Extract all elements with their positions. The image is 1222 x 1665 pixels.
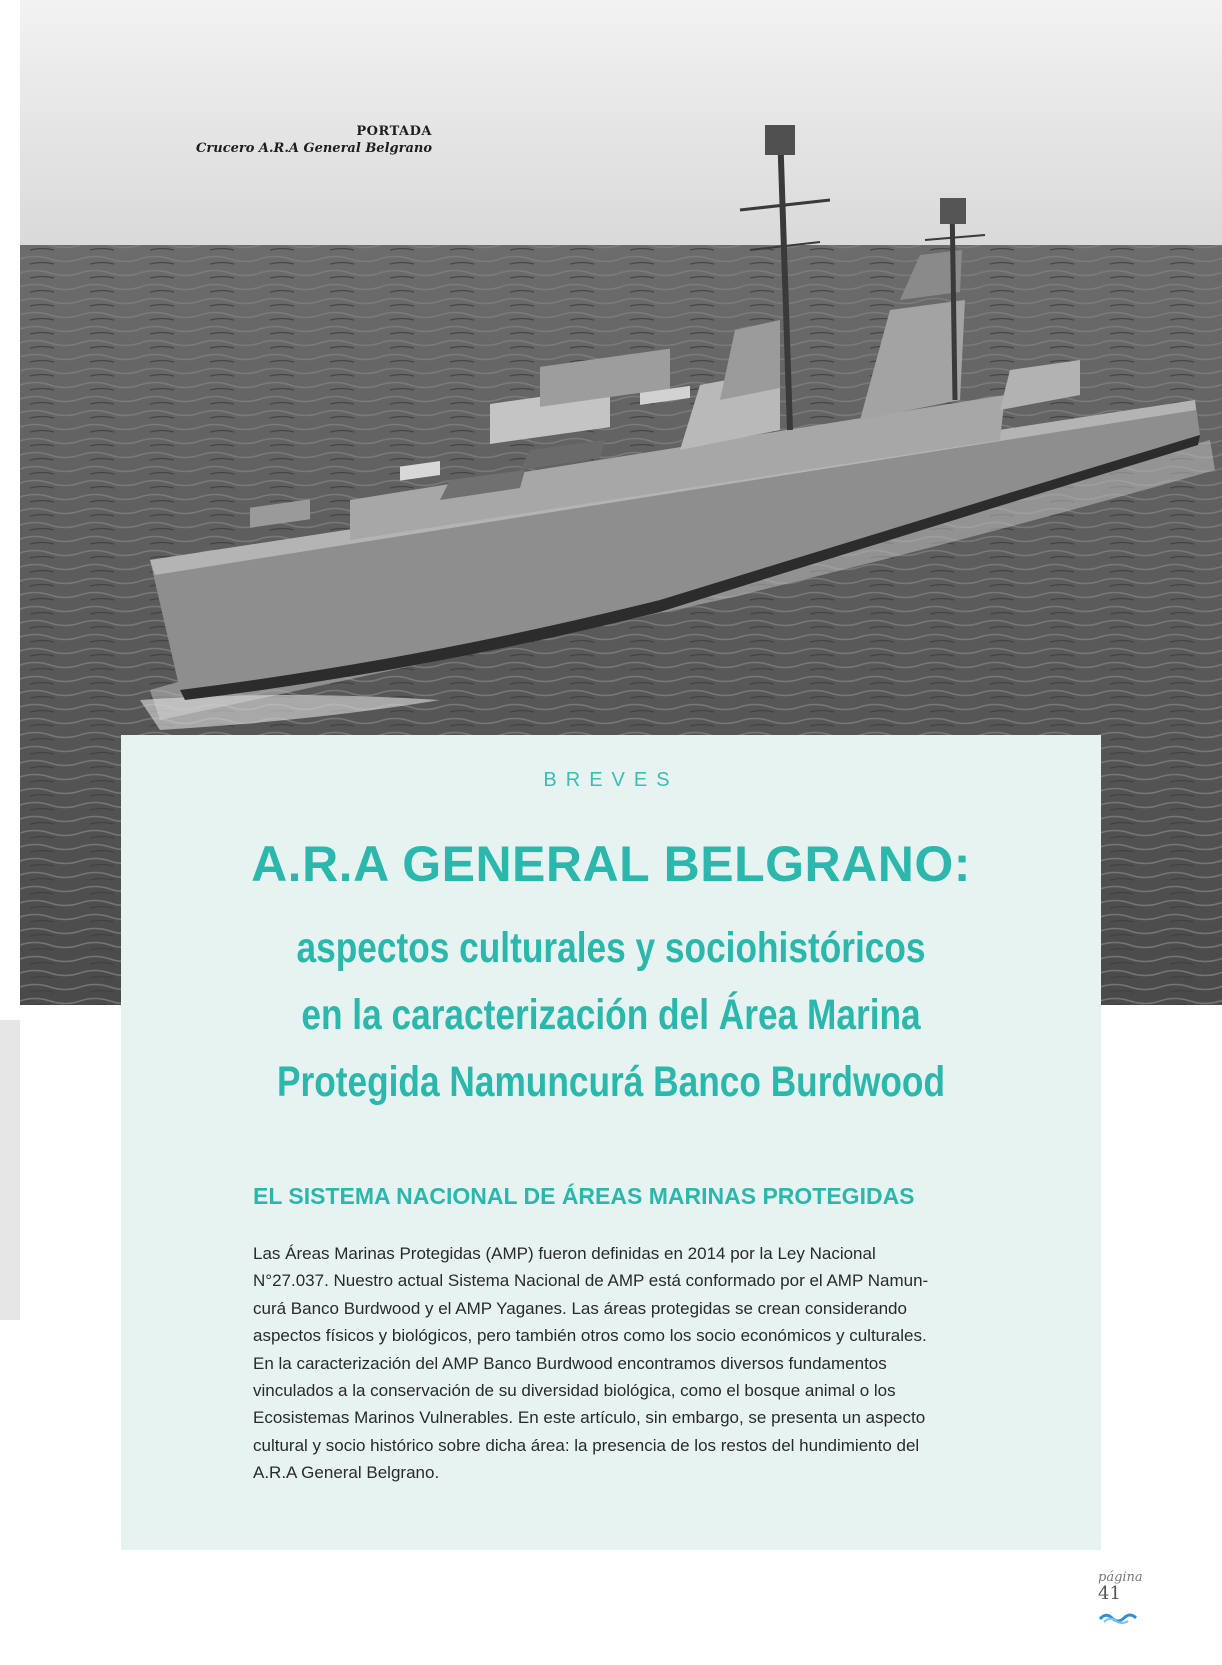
photo-caption [150, 124, 432, 156]
subtitle-line: aspectos culturales y sociohistóricos [296, 924, 926, 972]
article-headline: A.R.A GENERAL BELGRANO: [251, 836, 971, 892]
page-edge-tab [0, 1020, 20, 1320]
body-line: Las Áreas Marinas Protegidas (AMP) fueron definidas en 2014 por la Ley Nacional [253, 1244, 876, 1263]
caption-text: Crucero A.R.A General Belgrano [196, 141, 432, 156]
body-line: aspectos físicos y biológicos, pero también otros como los socio económicos y culturales. [253, 1326, 927, 1346]
body-line: Ecosistemas Marinos Vulnerables. En este artículo, sin embargo, se presenta un aspecto [253, 1408, 926, 1428]
caption-kicker: PORTADA [356, 124, 432, 139]
body-line: N°27.037. Nuestro actual Sistema Nacional de AMP está conformado por el AMP Namun- [253, 1271, 929, 1291]
section-tag: BREVES [543, 769, 679, 791]
article-panel [121, 735, 1101, 1550]
body-line: En la caracterización del AMP Banco Burdwood encontramos diversos fundamentos [253, 1353, 887, 1373]
section-heading: EL SISTEMA NACIONAL DE ÁREAS MARINAS PROTEGIDAS [253, 1183, 915, 1209]
body-line: curá Banco Burdwood y el AMP Yaganes. Las áreas protegidas se crean considerando [253, 1298, 907, 1318]
page-number: 41 [1098, 1583, 1121, 1604]
body-line: vinculados a la conservación de su diversidad biológica, como el bosque animal o los [253, 1381, 896, 1401]
folio-label: página [1098, 1570, 1143, 1585]
subtitle-line: Protegida Namuncurá Banco Burdwood [276, 1058, 946, 1106]
body-line: cultural y socio histórico sobre dicha área: la presencia de los restos del hundimiento del [253, 1435, 920, 1455]
wave-logo-icon [1098, 1610, 1148, 1630]
subtitle-line: en la caracterización del Área Marina [301, 991, 921, 1039]
body-line: A.R.A General Belgrano. [253, 1463, 440, 1483]
page-folio [1098, 1570, 1148, 1630]
article-body [253, 1240, 968, 1487]
article-subtitle [234, 915, 988, 1116]
